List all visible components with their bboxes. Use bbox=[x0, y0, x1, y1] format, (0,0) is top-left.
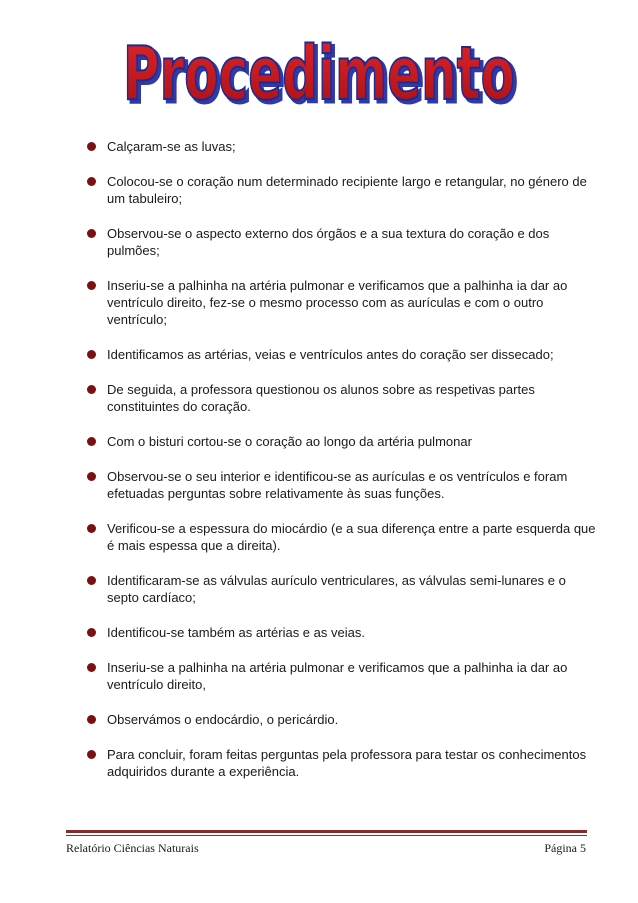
bullet-icon bbox=[87, 142, 96, 151]
list-item bbox=[88, 173, 598, 207]
bullet-icon bbox=[87, 350, 96, 359]
list-item-text: Verificou-se a espessura do miocárdio (e a sua diferença entre a parte esquerda que é mais espessa que a direita). bbox=[107, 521, 596, 553]
list-item bbox=[88, 624, 598, 641]
title-shadow: Procedimento bbox=[126, 34, 518, 110]
list-item-text: Identificaram-se as válvulas aurículo ventriculares, as válvulas semi-lunares e o septo cardíaco; bbox=[107, 573, 566, 605]
list-item-text: Observámos o endocárdio, o pericárdio. bbox=[107, 712, 339, 727]
list-item-text: Identificamos as artérias, veias e ventrículos antes do coração ser dissecado; bbox=[107, 347, 554, 362]
title-text: Procedimento bbox=[123, 31, 515, 110]
list-item bbox=[88, 572, 598, 606]
list-item bbox=[88, 711, 598, 728]
list-item bbox=[88, 277, 598, 328]
list-item bbox=[88, 520, 598, 554]
list-item-text: Inseriu-se a palhinha na artéria pulmonar e verificamos que a palhinha ia dar ao ventrículo direito, bbox=[107, 660, 568, 692]
bullet-icon bbox=[87, 628, 96, 637]
list-item bbox=[88, 346, 598, 363]
list-item-text: De seguida, a professora questionou os alunos sobre as respetivas partes constituintes do coração. bbox=[107, 382, 535, 414]
list-item bbox=[88, 746, 598, 780]
bullet-icon bbox=[87, 750, 96, 759]
list-item-text: Com o bisturi cortou-se o coração ao longo da artéria pulmonar bbox=[107, 434, 472, 449]
bullet-icon bbox=[87, 177, 96, 186]
list-item bbox=[88, 381, 598, 415]
list-item-text: Calçaram-se as luvas; bbox=[107, 139, 236, 154]
footer-page-number: Página 5 bbox=[544, 841, 586, 855]
bullet-icon bbox=[87, 576, 96, 585]
bullet-icon bbox=[87, 663, 96, 672]
bullet-icon bbox=[87, 472, 96, 481]
bullet-icon bbox=[87, 524, 96, 533]
bullet-icon bbox=[87, 229, 96, 238]
list-item bbox=[88, 433, 598, 450]
footer-rule-thin bbox=[66, 835, 587, 836]
list-item-text: Identificou-se também as artérias e as veias. bbox=[107, 625, 365, 640]
list-item-text: Inseriu-se a palhinha na artéria pulmonar e verificamos que a palhinha ia dar ao ventrículo direito, fez-se o mesmo processo com as aurículas e com o outro ventrículo; bbox=[107, 278, 568, 327]
footer-rule-thick bbox=[66, 830, 587, 833]
page-title bbox=[0, 30, 638, 110]
bullet-icon bbox=[87, 281, 96, 290]
list-item bbox=[88, 225, 598, 259]
bullet-icon bbox=[87, 437, 96, 446]
list-item-text: Observou-se o seu interior e identificou-se as aurículas e os ventrículos e foram efetuadas perguntas sobre relativamente às suas funções. bbox=[107, 469, 568, 501]
procedure-list bbox=[88, 138, 598, 798]
list-item bbox=[88, 659, 598, 693]
bullet-icon bbox=[87, 385, 96, 394]
list-item bbox=[88, 468, 598, 502]
list-item-text: Observou-se o aspecto externo dos órgãos e a sua textura do coração e dos pulmões; bbox=[107, 226, 550, 258]
footer-document-title: Relatório Ciências Naturais bbox=[66, 841, 199, 855]
title-wordart bbox=[0, 30, 638, 110]
list-item bbox=[88, 138, 598, 155]
list-item-text: Para concluir, foram feitas perguntas pela professora para testar os conhecimentos adquiridos durante a experiência. bbox=[107, 747, 587, 779]
bullet-icon bbox=[87, 715, 96, 724]
list-item-text: Colocou-se o coração num determinado recipiente largo e retangular, no género de um tabuleiro; bbox=[107, 174, 587, 206]
